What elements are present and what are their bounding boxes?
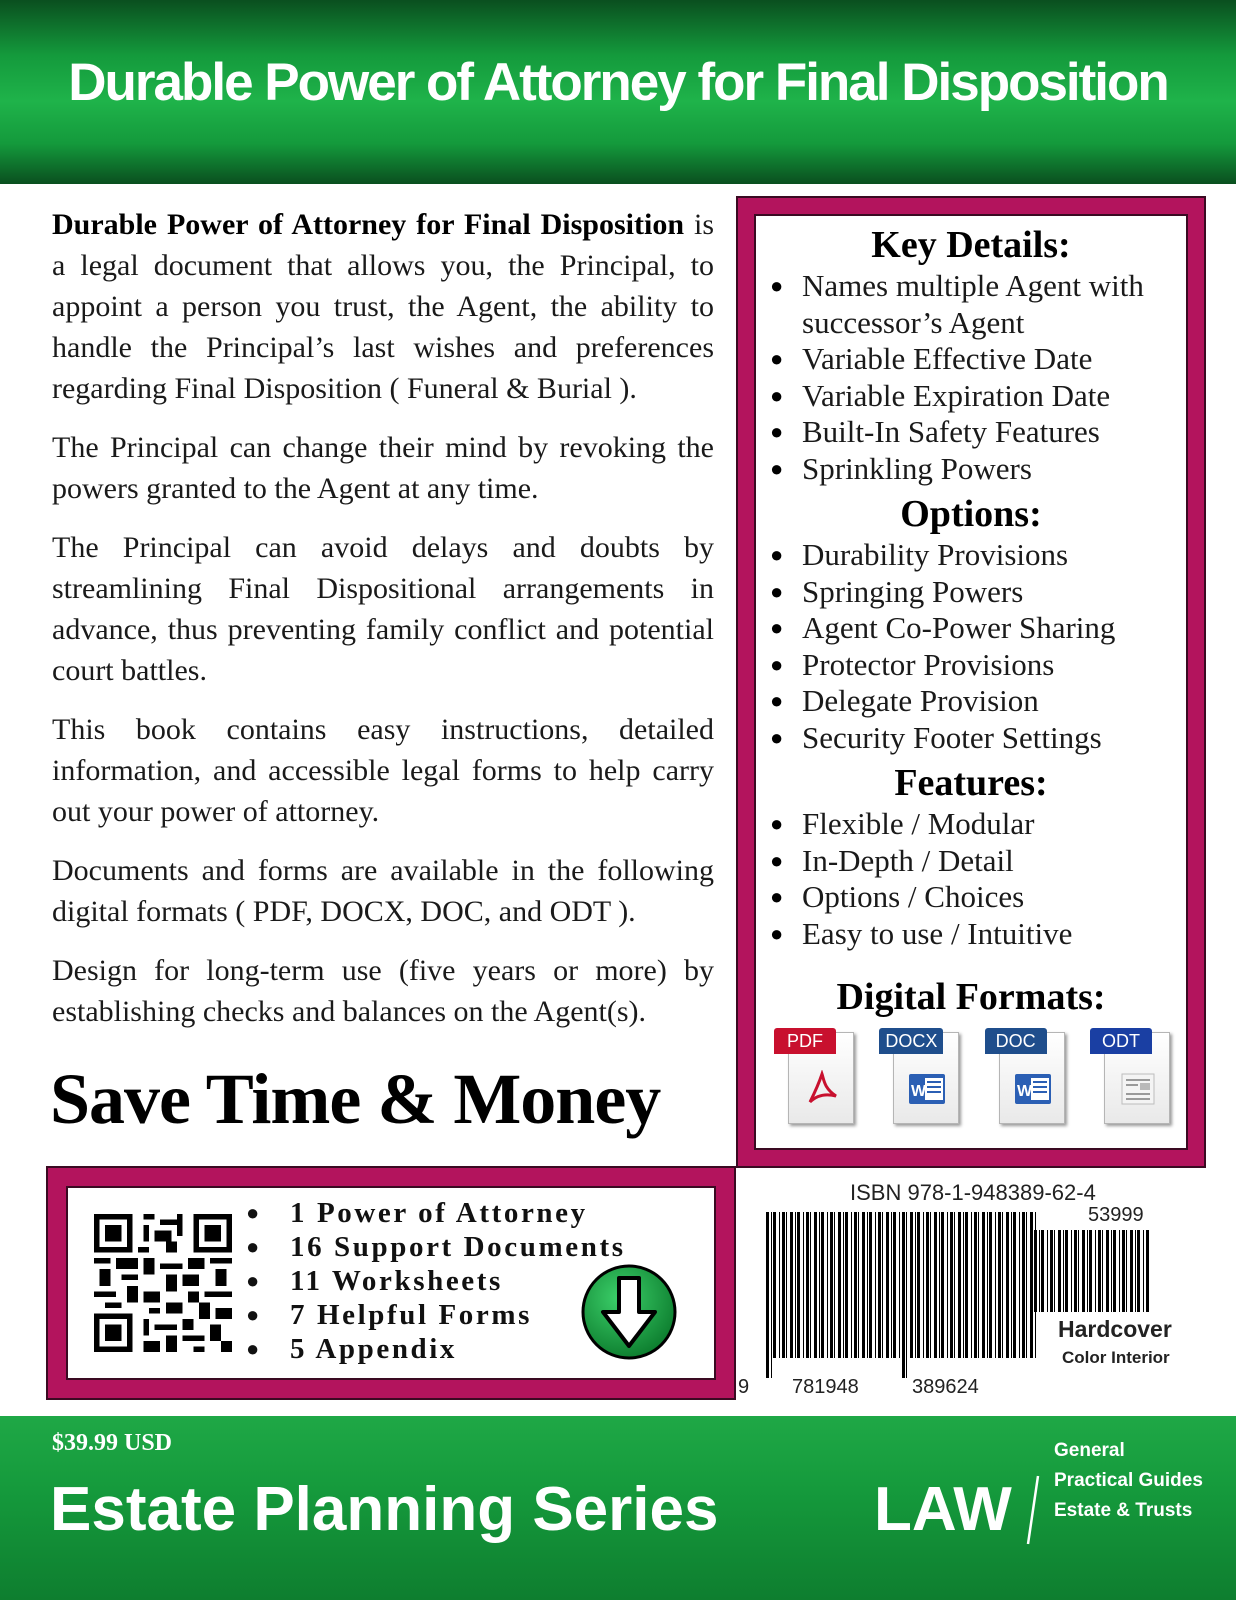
barcode-bar [1026,1212,1027,1358]
barcode-bar [1030,1212,1033,1358]
addon-barcode-bars [1034,1230,1152,1312]
list-item: ● 16 Support Documents [246,1230,626,1264]
list-item: ● Springing Powers [770,574,1186,611]
list-item: ● In-Depth / Detail [770,843,1186,880]
barcode-bar [843,1212,844,1358]
intro-paragraph-5: Documents and forms are available in the following digital formats ( PDF, DOCX, DOC, and ODT ). [52,854,714,928]
barcode-bar [987,1212,988,1358]
barcode-bar [1111,1230,1112,1312]
key-details-panel [754,214,1188,1150]
interior-label: Color Interior [1062,1348,1170,1367]
barcode-bar [1102,1230,1103,1312]
barcode-bar [1130,1230,1133,1312]
barcode-bar [854,1212,857,1358]
barcode-bar [1074,1230,1077,1312]
barcode-bar [1047,1230,1048,1312]
list-item: ● Sprinkling Powers [770,451,1186,488]
barcode-bar [923,1212,924,1358]
barcode-bar [838,1212,841,1358]
barcode-bar [845,1212,848,1358]
logo-line-practical-guides: Practical Guides [1054,1470,1203,1491]
list-item: ● Built-In Safety Features [770,414,1186,451]
top-banner [0,0,1236,184]
barcode-bar [797,1212,800,1358]
pdf-format-label: PDF [774,1028,836,1054]
barcode-bar [1135,1230,1136,1312]
intro-paragraph-4: This book contains easy instructions, detailed information, and accessible legal forms to help carry out your power of attorney. [52,713,714,828]
barcode-bar [810,1212,811,1358]
barcode-bar [1058,1230,1061,1312]
barcode-bar [974,1212,977,1358]
barcode-bar [1011,1212,1012,1358]
barcode-bar [1113,1230,1116,1312]
barcode-bar [1082,1230,1085,1312]
barcode-bar [947,1212,948,1358]
list-item: ● Durability Provisions [770,537,1186,574]
barcode-bar [862,1212,865,1358]
barcode-bar [814,1212,817,1358]
barcode-bar [875,1212,876,1358]
barcode-bar [930,1212,931,1358]
barcode-bar [782,1212,785,1358]
barcode-bar [830,1212,833,1358]
barcode-bar [995,1212,996,1358]
doc-format-label: DOC [985,1028,1047,1054]
list-item: ● Easy to use / Intuitive [770,916,1186,953]
isbn-number: ISBN 978-1-948389-62-4 [850,1180,1096,1205]
barcode-bar [806,1212,809,1358]
intro-title-bold: Durable Power of Attorney for Final Disposition [52,208,685,241]
logo-line-general: General [1054,1440,1125,1461]
barcode-bar [1078,1230,1079,1312]
barcode-bars [766,1212,1040,1378]
series-title: Estate Planning Series [50,1475,719,1544]
pdf-icon [802,1070,842,1108]
intro-paragraph-3: The Principal can avoid delays and doubts by streamlining Final Dispositional arrangements in advance, thus preventing family conflict and potential court battles. [52,531,714,687]
features-heading: Features: [894,762,1048,804]
barcode-bar [834,1212,835,1358]
save-time-money-slogan: Save Time & Money [50,1059,661,1139]
barcode-bar [1041,1230,1044,1312]
barcode-bar [886,1212,889,1358]
barcode-bar [899,1212,900,1358]
list-item: ● 7 Helpful Forms [246,1298,626,1332]
barcode-bar [950,1212,953,1358]
barcode-bar [1013,1212,1016,1358]
barcode-bar [882,1212,883,1358]
cover-title: Durable Power of Attorney for Final Disposition [68,53,1168,112]
barcode-bar [786,1212,787,1358]
digital-formats-heading: Digital Formats: [836,976,1106,1018]
barcode-digit-lead: 9 [738,1376,750,1398]
intro-paragraph-2: The Principal can change their mind by revoking the powers granted to the Agent at any time. [52,431,714,505]
barcode-bar [1106,1230,1109,1312]
barcode-bar [939,1212,940,1358]
list-item: ● Protector Provisions [770,647,1186,684]
odt-format-label: ODT [1090,1028,1152,1054]
list-item: ● 11 Worksheets [246,1264,626,1298]
options-heading: Options: [900,493,1042,535]
barcode-bar [790,1212,793,1358]
barcode-bar [803,1212,804,1358]
barcode-bar [858,1212,859,1358]
digital-formats-row [756,1020,1186,1128]
barcode-bar [934,1212,937,1358]
barcode-bar [1126,1230,1127,1312]
price-code: 53999 [1088,1204,1144,1226]
barcode-bar [869,1212,872,1358]
download-arrow-icon [578,1262,680,1362]
barcode-bar [827,1212,828,1358]
list-item: ● Options / Choices [770,879,1186,916]
intro-paragraph-6: Design for long-term use (five years or more) by establishing checks and balances on the Agent(s). [52,954,714,1028]
intro-paragraph-1-body: is a legal document that allows you, the Principal, to appoint a person you trust, the Agent, the ability to handle the Principal’s last wishes and preferences regarding Final Disposition ( Funeral & Burial ). [52,208,714,405]
list-item: ● Flexible / Modular [770,806,1186,843]
list-item: ● 5 Appendix [246,1332,626,1366]
barcode-bar [926,1212,929,1358]
list-item: ● Names multiple Agent with successor’s Agent [770,268,1186,341]
law-logo: LAW [874,1475,1012,1544]
list-item: ● Security Footer Settings [770,720,1186,757]
word-icon [907,1070,947,1108]
barcode-bar [1065,1230,1068,1312]
barcode-bar [867,1212,868,1358]
barcode-bar [958,1212,961,1358]
barcode-bar [1019,1212,1020,1358]
barcode-bar [1002,1212,1003,1358]
barcode-bar [1087,1230,1088,1312]
barcode-bar [773,1212,776,1358]
barcode-bar [851,1212,852,1358]
barcode-bar [965,1212,968,1358]
barcode-bar [982,1212,985,1358]
docx-file-icon [879,1028,957,1128]
barcode-bar [978,1212,979,1358]
barcode-bar [1119,1230,1120,1312]
binding-label: Hardcover [1058,1316,1172,1342]
contents-panel [66,1186,716,1380]
barcode-bar [915,1212,916,1358]
barcode-bar [795,1212,796,1358]
barcode-bar [1146,1230,1149,1312]
odt-file-icon [1090,1028,1168,1128]
qr-code-icon [94,1214,232,1352]
doc-file-icon [985,1028,1063,1128]
barcode-bar [891,1212,892,1358]
barcode-bar [878,1212,881,1358]
barcode-bar [1071,1230,1072,1312]
barcode-bar [1039,1230,1040,1312]
barcode-digits-left: 781948 [792,1376,859,1398]
barcode-bar [1006,1212,1009,1358]
svg-text:W: W [911,1083,927,1100]
barcode-digits-right: 389624 [912,1376,979,1398]
isbn-barcode [738,1178,1190,1400]
barcode-bar [1063,1230,1064,1312]
barcode-bar [1054,1230,1055,1312]
contents-box [46,1166,736,1400]
bottom-banner [0,1416,1236,1600]
list-item: ● Delegate Provision [770,683,1186,720]
barcode-bar [766,1212,769,1378]
logo-line-estate-trusts: Estate & Trusts [1054,1500,1193,1521]
key-details-heading: Key Details: [871,224,1071,266]
barcode-bar [917,1212,920,1358]
law-logo-subtitle [1054,1436,1203,1526]
list-item: ● Variable Effective Date [770,341,1186,378]
options-list [756,537,1186,756]
logo-slash-icon [1026,1474,1040,1546]
barcode-bar [1122,1230,1125,1312]
docx-format-label: DOCX [879,1028,943,1054]
barcode-bar [771,1212,772,1378]
barcode-bar [989,1212,992,1358]
barcode-bar [906,1212,907,1378]
price-label: $39.99 USD [52,1430,173,1456]
intro-text [52,204,714,1050]
barcode-bar [963,1212,964,1358]
barcode-bar [821,1212,824,1358]
barcode-bar [941,1212,944,1358]
list-item: ● Agent Co-Power Sharing [770,610,1186,647]
barcode-bar [910,1212,913,1358]
barcode-bar [1022,1212,1025,1358]
barcode-bar [819,1212,820,1358]
list-item: ● Variable Expiration Date [770,378,1186,415]
barcode-bar [1095,1230,1096,1312]
barcode-bar [1098,1230,1101,1312]
barcode-bar [902,1212,905,1378]
barcode-bar [1089,1230,1092,1312]
barcode-bar [779,1212,780,1358]
barcode-bar [1034,1230,1037,1312]
intro-paragraph-1 [52,204,714,409]
barcode-bar [954,1212,955,1358]
barcode-bar [1137,1230,1140,1312]
pdf-file-icon [774,1028,852,1128]
list-item: ● 1 Power of Attorney [246,1196,626,1230]
word-icon [1013,1070,1053,1108]
features-list [756,806,1186,952]
barcode-bar [1050,1230,1053,1312]
key-details-box [736,196,1206,1168]
contents-list [246,1196,626,1366]
barcode-bar [971,1212,972,1358]
odt-icon [1118,1070,1158,1108]
key-details-list [756,268,1186,487]
barcode-bar [1143,1230,1144,1312]
barcode-bar [893,1212,896,1358]
barcode-bar [998,1212,1001,1358]
svg-text:W: W [1016,1083,1032,1100]
